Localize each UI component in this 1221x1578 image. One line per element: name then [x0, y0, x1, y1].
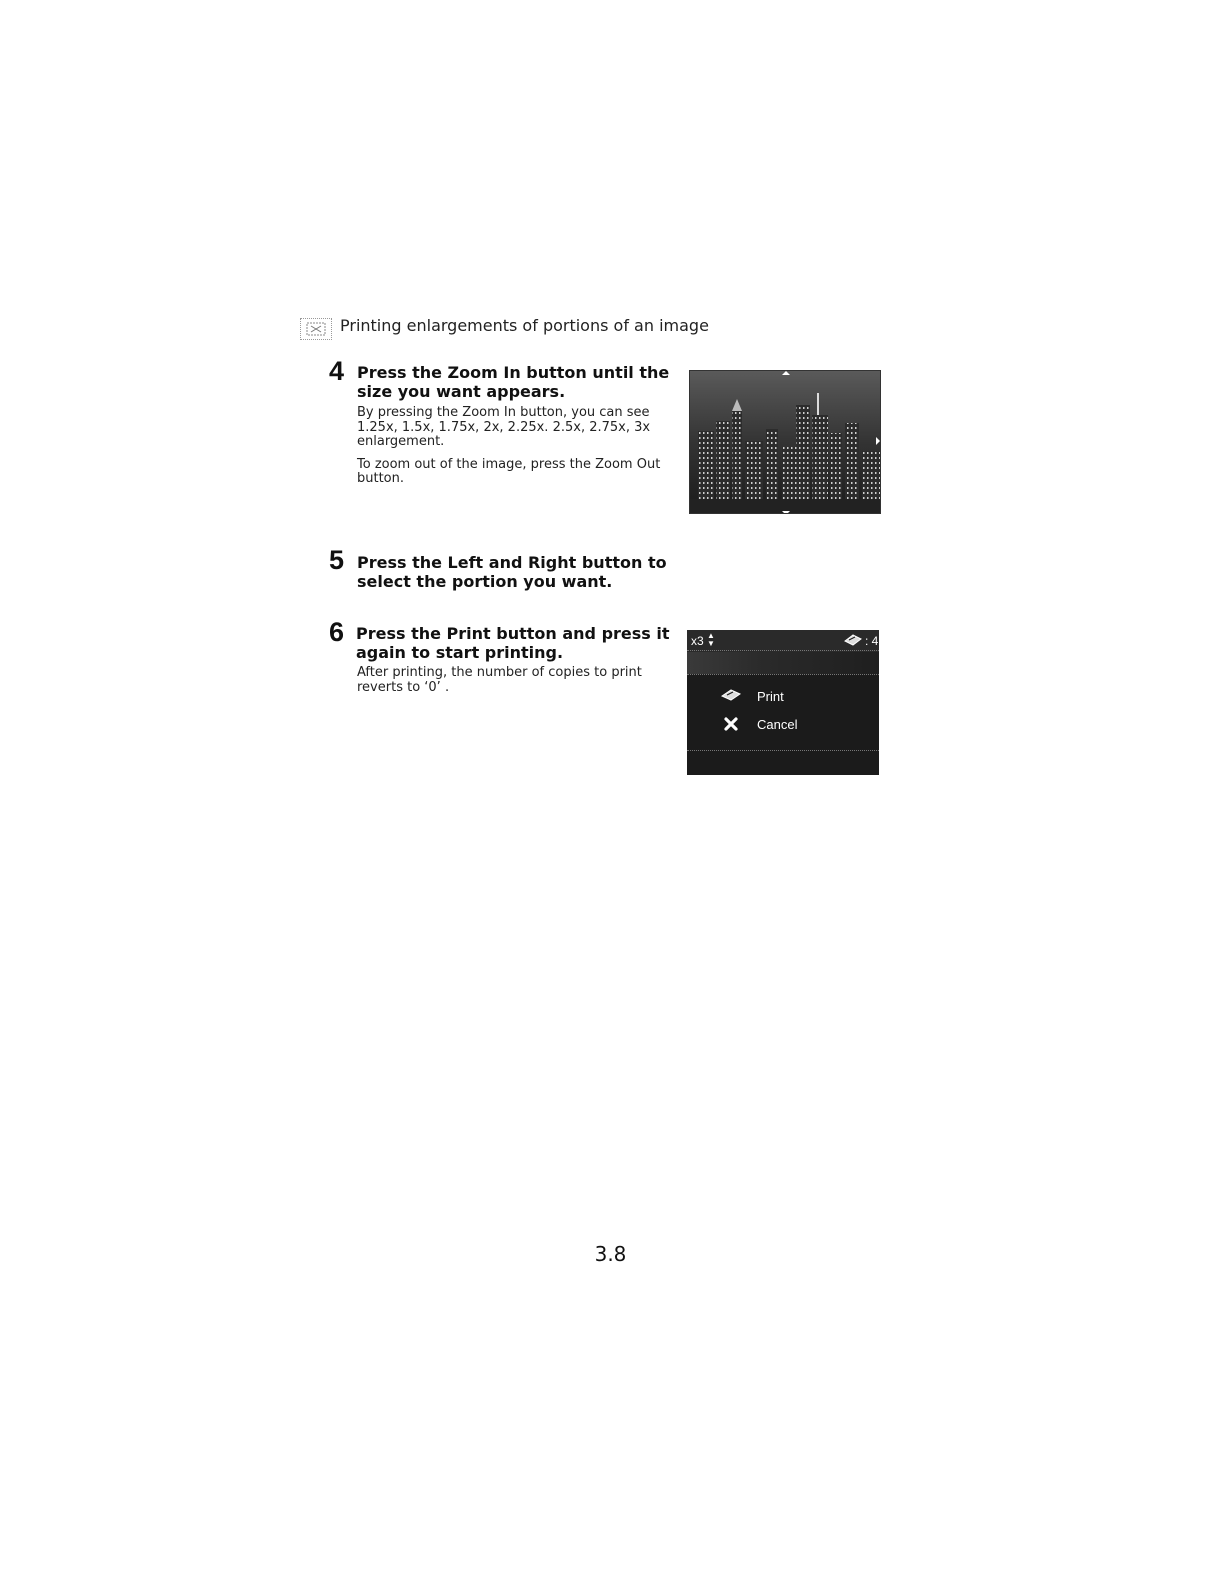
- section-title: Printing enlargements of portions of an image: [340, 316, 709, 335]
- step-number: 6: [329, 617, 345, 647]
- paper-stock-count: : 4: [865, 634, 879, 648]
- printer-icon[interactable]: [720, 687, 742, 708]
- step-paragraph: After printing, the number of copies to print reverts to ‘0’ .: [357, 665, 642, 695]
- step-paragraph: By pressing the Zoom In button, you can see 1.25x, 1.5x, 1.75x, 2x, 2.25x. 2.5x, 2.75x, 3x enlargement.: [357, 405, 651, 449]
- divider: [687, 674, 879, 675]
- zoom-crop-icon: [300, 318, 332, 340]
- step-heading-line: select the portion you want.: [357, 572, 613, 591]
- zoom-preview-image: [689, 370, 881, 514]
- step-heading: [357, 363, 677, 401]
- step-heading-line: Press the Left and Right button to: [357, 553, 667, 572]
- close-icon[interactable]: [723, 716, 739, 737]
- step-number: 4: [329, 356, 345, 386]
- status-bar-shade: [687, 652, 879, 674]
- divider: [687, 650, 879, 651]
- step-body: [357, 406, 677, 495]
- cancel-menu-item[interactable]: Cancel: [757, 717, 798, 732]
- step-heading-line: again to start printing.: [356, 643, 564, 662]
- step-heading-line: size you want appears.: [357, 382, 566, 401]
- divider: [687, 750, 879, 751]
- copies-count: x3: [691, 634, 704, 648]
- print-dialog-screen: [687, 630, 879, 775]
- step-heading: [357, 553, 677, 591]
- print-menu-item[interactable]: Print: [757, 689, 784, 704]
- step-heading-line: Press the Zoom In button until the: [357, 363, 670, 382]
- step-paragraph: To zoom out of the image, press the Zoom Out button.: [357, 456, 661, 486]
- page-number: 3.8: [594, 1242, 627, 1266]
- step-number: 5: [329, 545, 345, 575]
- step-heading: [356, 624, 676, 662]
- step-heading-line: Press the Print button and press it: [356, 624, 670, 643]
- step-body: [357, 666, 647, 703]
- up-down-arrows-icon[interactable]: ▲ ▼: [707, 631, 715, 648]
